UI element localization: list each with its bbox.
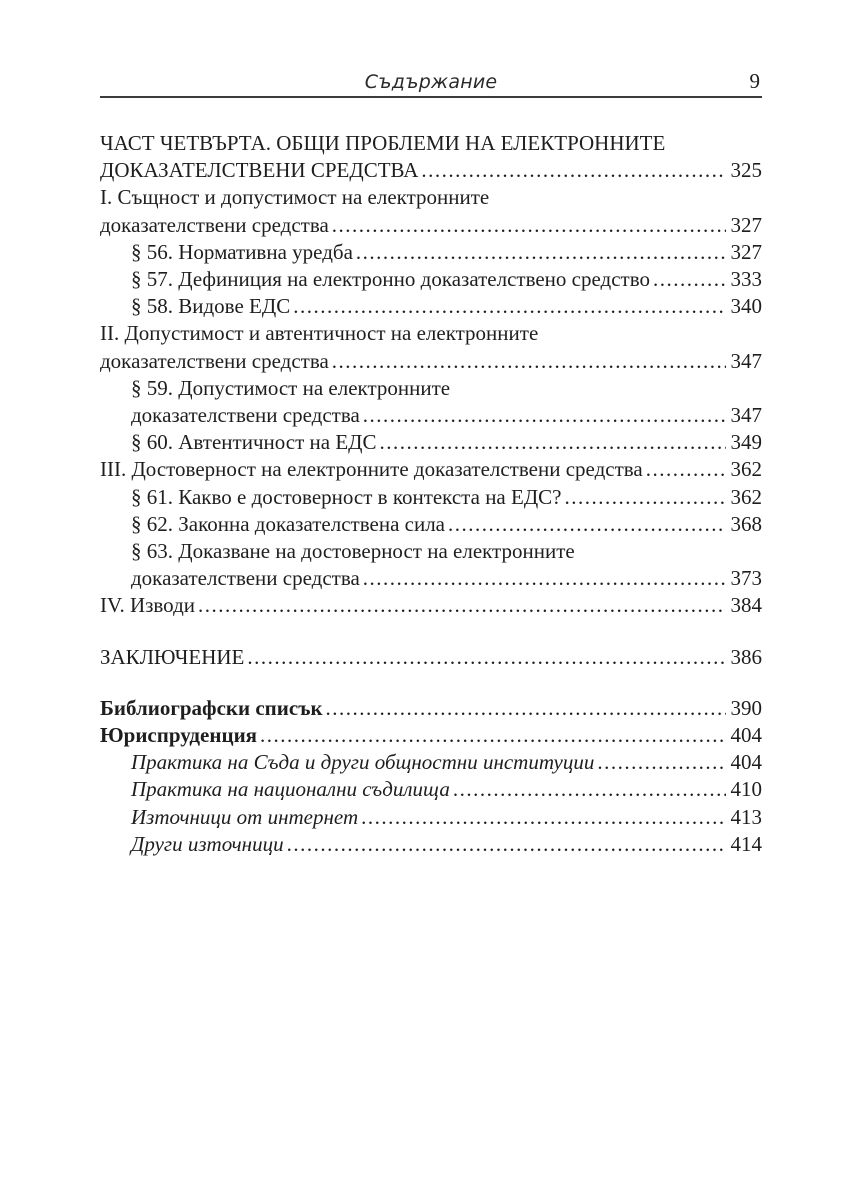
toc-line xyxy=(100,157,762,184)
toc-page-number: 390 xyxy=(730,695,762,720)
dot-leader xyxy=(597,749,725,776)
dot-leader xyxy=(326,695,726,722)
toc-entry-text: доказателствени средства xyxy=(131,403,360,428)
dot-leader xyxy=(363,402,726,429)
dot-leader xyxy=(293,293,725,320)
toc-entry-text: Практика на национални съдилища xyxy=(131,777,450,802)
header-page-number: 9 xyxy=(749,69,760,93)
toc-page-number: 373 xyxy=(730,566,762,591)
toc-page-number: 327 xyxy=(730,239,762,264)
dot-leader xyxy=(260,722,725,749)
dot-leader xyxy=(247,644,725,671)
toc-entry-text: Практика на Съда и други общностни институции xyxy=(131,750,595,775)
toc-page-number: 325 xyxy=(730,158,762,183)
toc-entry-text: доказателствени средства xyxy=(131,566,360,591)
toc-entry-text: Юриспруденция xyxy=(100,723,258,748)
toc-page-number: 327 xyxy=(730,212,762,237)
toc-page-number: 386 xyxy=(730,644,762,669)
toc-page-number: 362 xyxy=(730,484,762,509)
toc-line xyxy=(100,375,762,402)
toc-entry-text: доказателствени средства xyxy=(100,348,329,373)
toc-entry-text: § 59. Допустимост на електронните xyxy=(131,375,451,400)
toc-line xyxy=(100,776,762,803)
toc-line xyxy=(100,695,762,722)
toc-line xyxy=(100,320,762,347)
dot-leader xyxy=(448,511,726,538)
toc-page-number: 347 xyxy=(730,348,762,373)
toc-line xyxy=(100,348,762,375)
table-of-contents xyxy=(100,130,762,858)
toc-line xyxy=(100,804,762,831)
toc-entry-text: Други източници xyxy=(131,831,284,856)
toc-line xyxy=(100,184,762,211)
toc-line xyxy=(100,749,762,776)
dot-leader xyxy=(564,484,725,511)
toc-page-number: 347 xyxy=(730,403,762,428)
toc-entry-text: ЧАСТ ЧЕТВЪРТА. ОБЩИ ПРОБЛЕМИ НА ЕЛЕКТРОННИТЕ xyxy=(100,131,666,155)
dot-leader xyxy=(361,804,725,831)
toc-entry-text: § 57. Дефиниция на електронно доказателствено средство xyxy=(131,267,650,292)
toc-page-number: 413 xyxy=(730,804,762,829)
dot-leader xyxy=(356,239,726,266)
toc-line xyxy=(100,565,762,592)
toc-entry-text: § 62. Законна доказателствена сила xyxy=(131,511,445,536)
toc-page-number: 404 xyxy=(730,723,762,748)
dot-leader xyxy=(287,831,726,858)
toc-entry-text: § 63. Доказване на достоверност на електронните xyxy=(131,539,575,564)
toc-entry-text: ДОКАЗАТЕЛСТВЕНИ СРЕДСТВА xyxy=(100,158,419,183)
page-header xyxy=(100,0,762,98)
toc-line xyxy=(100,239,762,266)
toc-entry-text: § 61. Какво е достоверност в контекста на ЕДС? xyxy=(131,484,562,509)
toc-page-number: 368 xyxy=(730,511,762,536)
toc-line xyxy=(100,429,762,456)
toc-entry-text: II. Допустимост и автентичност на електронните xyxy=(100,321,539,346)
toc-entry-text: III. Достоверност на електронните доказателствени средства xyxy=(100,457,643,482)
toc-line xyxy=(100,592,762,619)
toc-entry-text: § 58. Видове ЕДС xyxy=(131,294,291,319)
toc-line xyxy=(100,293,762,320)
toc-page-number: 404 xyxy=(730,750,762,775)
toc-line xyxy=(100,212,762,239)
dot-leader xyxy=(198,592,725,619)
toc-line xyxy=(100,402,762,429)
toc-page-number: 410 xyxy=(730,777,762,802)
toc-entry-text: I. Същност и допустимост на електронните xyxy=(100,185,490,210)
dot-leader xyxy=(332,212,726,239)
toc-entry-text: IV. Изводи xyxy=(100,593,196,618)
toc-entry-text: § 56. Нормативна уредба xyxy=(131,239,353,264)
toc-entry-text: ЗАКЛЮЧЕНИЕ xyxy=(100,644,245,669)
toc-page-number: 414 xyxy=(730,831,762,856)
toc-line xyxy=(100,484,762,511)
dot-leader xyxy=(380,429,726,456)
toc-entry-text: доказателствени средства xyxy=(100,212,329,237)
toc-line xyxy=(100,456,762,483)
dot-leader xyxy=(421,157,725,184)
dot-leader xyxy=(653,266,726,293)
toc-line xyxy=(100,644,762,671)
dot-leader xyxy=(646,456,726,483)
toc-line xyxy=(100,722,762,749)
dot-leader xyxy=(332,348,726,375)
toc-line xyxy=(100,266,762,293)
running-head-title: Съдържание xyxy=(364,71,498,93)
toc-entry-text: § 60. Автентичност на ЕДС xyxy=(131,430,377,455)
toc-line xyxy=(100,130,762,157)
toc-line xyxy=(100,511,762,538)
toc-page-number: 333 xyxy=(730,267,762,292)
dot-leader xyxy=(363,565,726,592)
toc-page-number: 362 xyxy=(730,457,762,482)
toc-entry-text: Източници от интернет xyxy=(131,804,359,829)
toc-page-number: 384 xyxy=(730,593,762,618)
toc-page-number: 349 xyxy=(730,430,762,455)
toc-entry-text: Библиографски списък xyxy=(100,695,323,720)
toc-line xyxy=(100,831,762,858)
dot-leader xyxy=(453,776,726,803)
toc-line xyxy=(100,538,762,565)
toc-page-number: 340 xyxy=(730,294,762,319)
